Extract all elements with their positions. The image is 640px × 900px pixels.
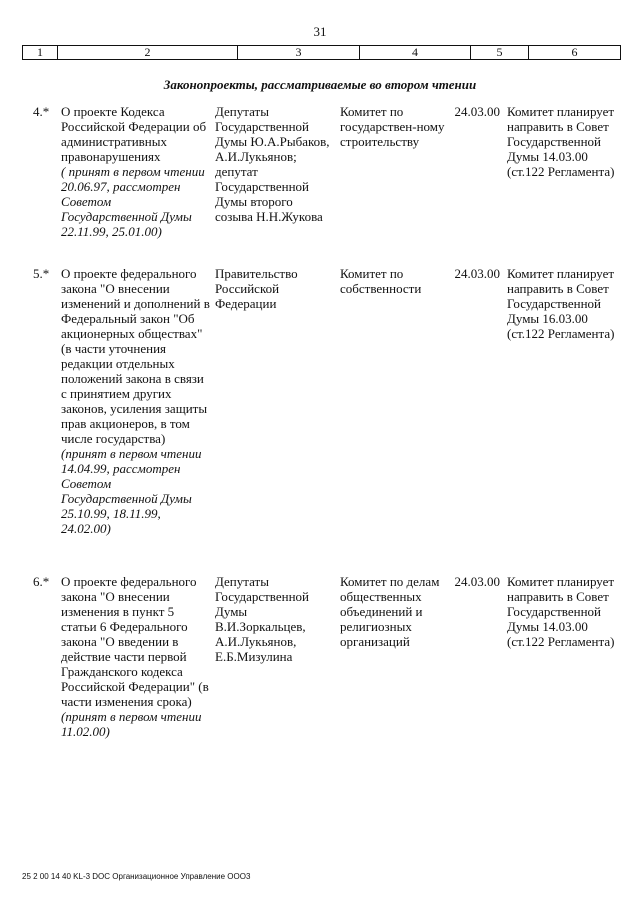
page-number: 31 [313, 24, 327, 39]
bill-title: О проекте Кодекса Российской Федерации об административных правонарушениях [61, 104, 207, 164]
row-number: 4.* [33, 104, 50, 119]
column-number-6: 6 [571, 45, 578, 59]
remark: Комитет планирует направить в Совет Государственной Думы 14.03.00 (ст.122 Регламента) [507, 104, 615, 179]
date: 24.03.00 [454, 574, 500, 589]
column-number-1: 1 [23, 46, 58, 59]
bill-title-cell [61, 266, 211, 536]
bill-title-cell [61, 104, 211, 239]
initiator: Правительство Российской Федерации [215, 266, 298, 311]
date: 24.03.00 [454, 266, 500, 281]
remark: Комитет планирует направить в Совет Государственной Думы 16.03.00 (ст.122 Регламента) [507, 266, 615, 341]
section-title: Законопроекты, рассматриваемые во втором чтении [163, 77, 477, 92]
bill-reading-note: (принят в первом чтении 11.02.00) [61, 709, 202, 739]
column-number-5: 5 [471, 46, 529, 59]
bill-title: О проекте федерального закона "О внесении изменений и дополнений в Федеральный закон "Об акционерных обществах" (в части уточнения редакции отдельных положений закона в связи с принятием других законов, усиления защиты прав акционеров, в том числе государства) [61, 266, 210, 446]
initiator: Депутаты Государственной Думы Ю.А.Рыбаков, А.И.Лукьянов; депутат Государственной Думы второго созыва Н.Н.Жукова [215, 104, 330, 224]
document-footer: 25 2 00 14 40 KL-3 DOC Организационное Управление ООО3 [22, 872, 251, 881]
committee: Комитет по государствен-ному строительству [340, 104, 445, 149]
bill-reading-note: (принят в первом чтении 14.04.99, рассмотрен Советом Государственной Думы 25.10.99, 18.11.99, 24.02.00) [61, 446, 202, 536]
bill-title-cell [61, 574, 211, 739]
initiator: Депутаты Государственной Думы В.И.Зоркальцев, А.И.Лукьянов, Е.Б.Мизулина [215, 574, 310, 664]
committee: Комитет по делам общественных объединений и религиозных организаций [340, 574, 440, 649]
column-number-3: 3 [238, 46, 360, 59]
column-number-4: 4 [360, 46, 471, 59]
date: 24.03.00 [454, 104, 500, 119]
row-number: 5.* [33, 266, 50, 281]
bill-title: О проекте федерального закона "О внесении изменения в пункт 5 статьи 6 Федерального закона "О введении в действие части первой Гражданского кодекса Российской Федерации" (в части изменения срока) [61, 574, 209, 709]
committee: Комитет по собственности [340, 266, 422, 296]
column-number-2: 2 [58, 46, 238, 59]
row-number: 6.* [33, 574, 50, 589]
column-number-header [22, 45, 621, 60]
bill-reading-note: ( принят в первом чтении 20.06.97, рассмотрен Советом Государственной Думы 22.11.99, 25.01.00) [61, 164, 205, 239]
remark: Комитет планирует направить в Совет Государственной Думы 14.03.00 (ст.122 Регламента) [507, 574, 615, 649]
